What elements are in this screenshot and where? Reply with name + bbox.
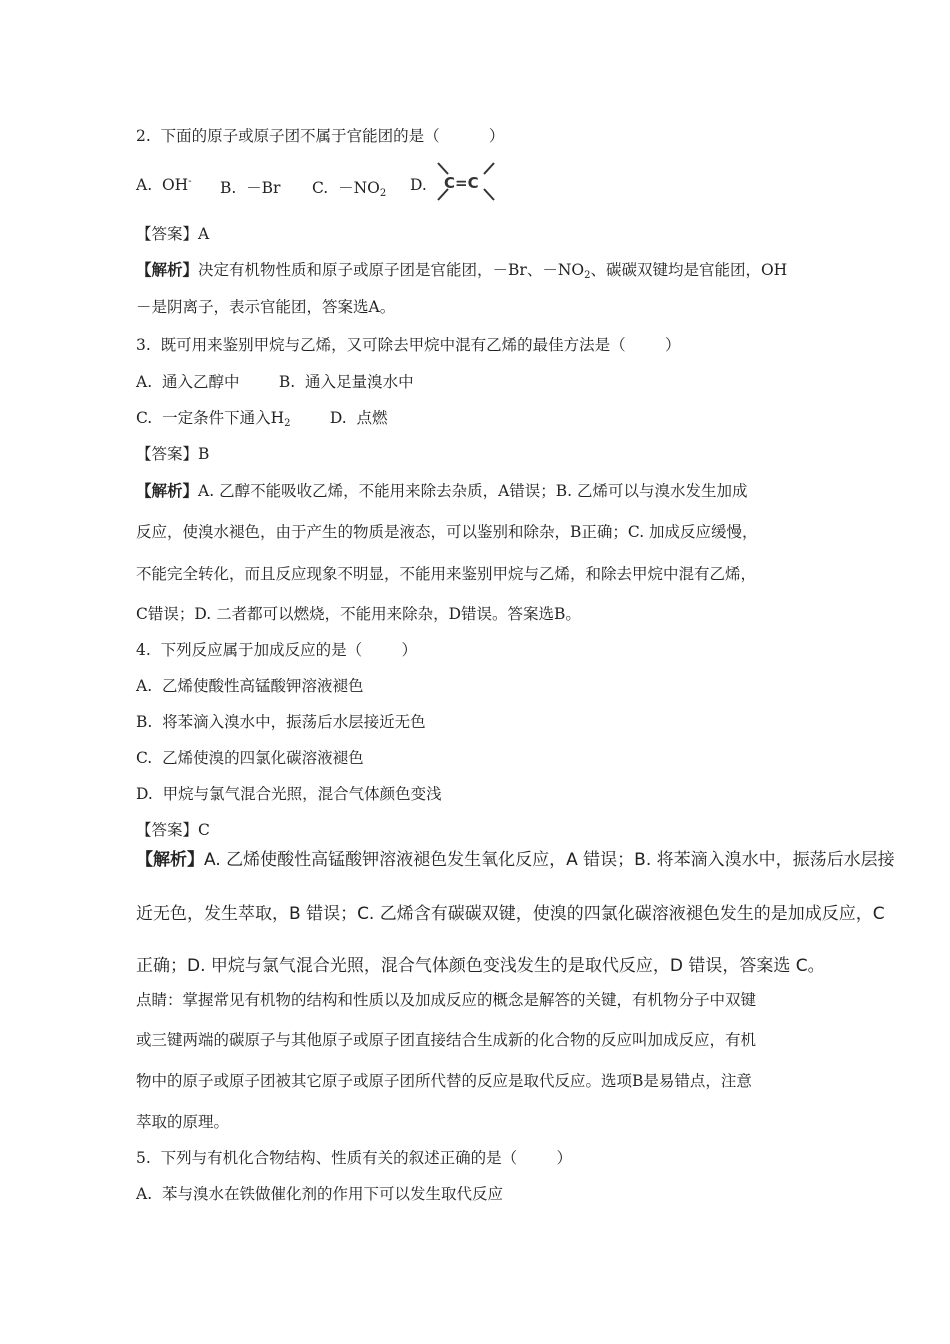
q3-options-cd: C. 一定条件下通入$H_2$ D. 点燃 xyxy=(136,409,388,429)
q4-comment-line-2: 或三键两端的碳原子与其他原子或原子团直接结合生成新的化合物的反应叫加成反应，有机 xyxy=(136,1031,757,1049)
q4-option-c: C. 乙烯使溴的四氯化碳溶液褪色 xyxy=(136,749,364,767)
q4-analysis-line-1: 【解析】A. 乙烯使酸性高锰酸钾溶液褪色发生氧化反应，A 错误；B. 将苯滴入溴水中，振荡后水层接 xyxy=(136,850,895,870)
q2-option-c: C. $-NO_2$ xyxy=(312,179,387,199)
q3-analysis-line-3: 不能完全转化，而且反应现象不明显，不能用来鉴别甲烷与乙烯，和除去甲烷中混有乙烯， xyxy=(136,565,757,583)
q4-option-d: D. 甲烷与氯气混合光照，混合气体颜色变浅 xyxy=(136,785,442,803)
q3-analysis-line-4: C错误；D. 二者都可以燃烧，不能用来除杂，D错误。答案选B。 xyxy=(136,605,581,623)
q2-answer: 【答案】A xyxy=(136,225,210,243)
double-bond-structure: C=C xyxy=(444,174,479,192)
q3-options-ab: A. 通入乙醇中 B. 通入足量溴水中 xyxy=(136,373,414,391)
q3-answer: 【答案】B xyxy=(136,445,210,463)
q4-stem: 4. 下列反应属于加成反应的是（ ） xyxy=(136,641,418,659)
q4-analysis-line-3: 正确；D. 甲烷与氯气混合光照，混合气体颜色变浅发生的是取代反应，D 错误，答案选 C。 xyxy=(136,956,825,976)
q2-analysis-line-2: －是阴离子，表示官能团，答案选A。 xyxy=(136,298,396,316)
q4-comment-line-3: 物中的原子或原子团被其它原子或原子团所代替的反应是取代反应。选项B是易错点，注意 xyxy=(136,1072,752,1090)
q3-analysis-line-1: 【解析】A. 乙醇不能吸收乙烯，不能用来除去杂质，A错误；B. 乙烯可以与溴水发生加成 xyxy=(136,481,748,500)
q2-option-d: D. xyxy=(410,176,427,194)
q4-option-a: A. 乙烯使酸性高锰酸钾溶液褪色 xyxy=(136,677,364,695)
q4-comment-line-1: 点睛：掌握常见有机物的结构和性质以及加成反应的概念是解答的关键，有机物分子中双键 xyxy=(136,991,757,1009)
q2-option-a: A. OH- xyxy=(136,176,192,194)
q4-analysis-line-2: 近无色，发生萃取，B 错误；C. 乙烯含有碳碳双键，使溴的四氯化碳溶液褪色发生的是加成反应，C xyxy=(136,904,885,924)
q2-analysis-line-1: 【解析】决定有机物性质和原子或原子团是官能团，－Br、$-NO_2$、碳碳双键均是官能团，OH xyxy=(136,260,788,281)
carbon-double-bond-icon xyxy=(432,160,500,204)
q4-option-b: B. 将苯滴入溴水中，振荡后水层接近无色 xyxy=(136,713,426,731)
q5-option-a: A. 苯与溴水在铁做催化剂的作用下可以发生取代反应 xyxy=(136,1185,503,1203)
q3-stem: 3. 既可用来鉴别甲烷与乙烯，又可除去甲烷中混有乙烯的最佳方法是（ ） xyxy=(136,336,681,354)
q4-comment-line-4: 萃取的原理。 xyxy=(136,1113,230,1131)
q5-stem: 5. 下列与有机化合物结构、性质有关的叙述正确的是（ ） xyxy=(136,1149,573,1167)
q2-stem: 2. 下面的原子或原子团不属于官能团的是（ ） xyxy=(136,127,505,145)
q2-option-b: B. －Br xyxy=(220,179,281,197)
q3-analysis-line-2: 反应，使溴水褪色，由于产生的物质是液态，可以鉴别和除杂，B正确；C. 加成反应缓慢， xyxy=(136,523,758,541)
q4-answer: 【答案】C xyxy=(136,821,210,839)
